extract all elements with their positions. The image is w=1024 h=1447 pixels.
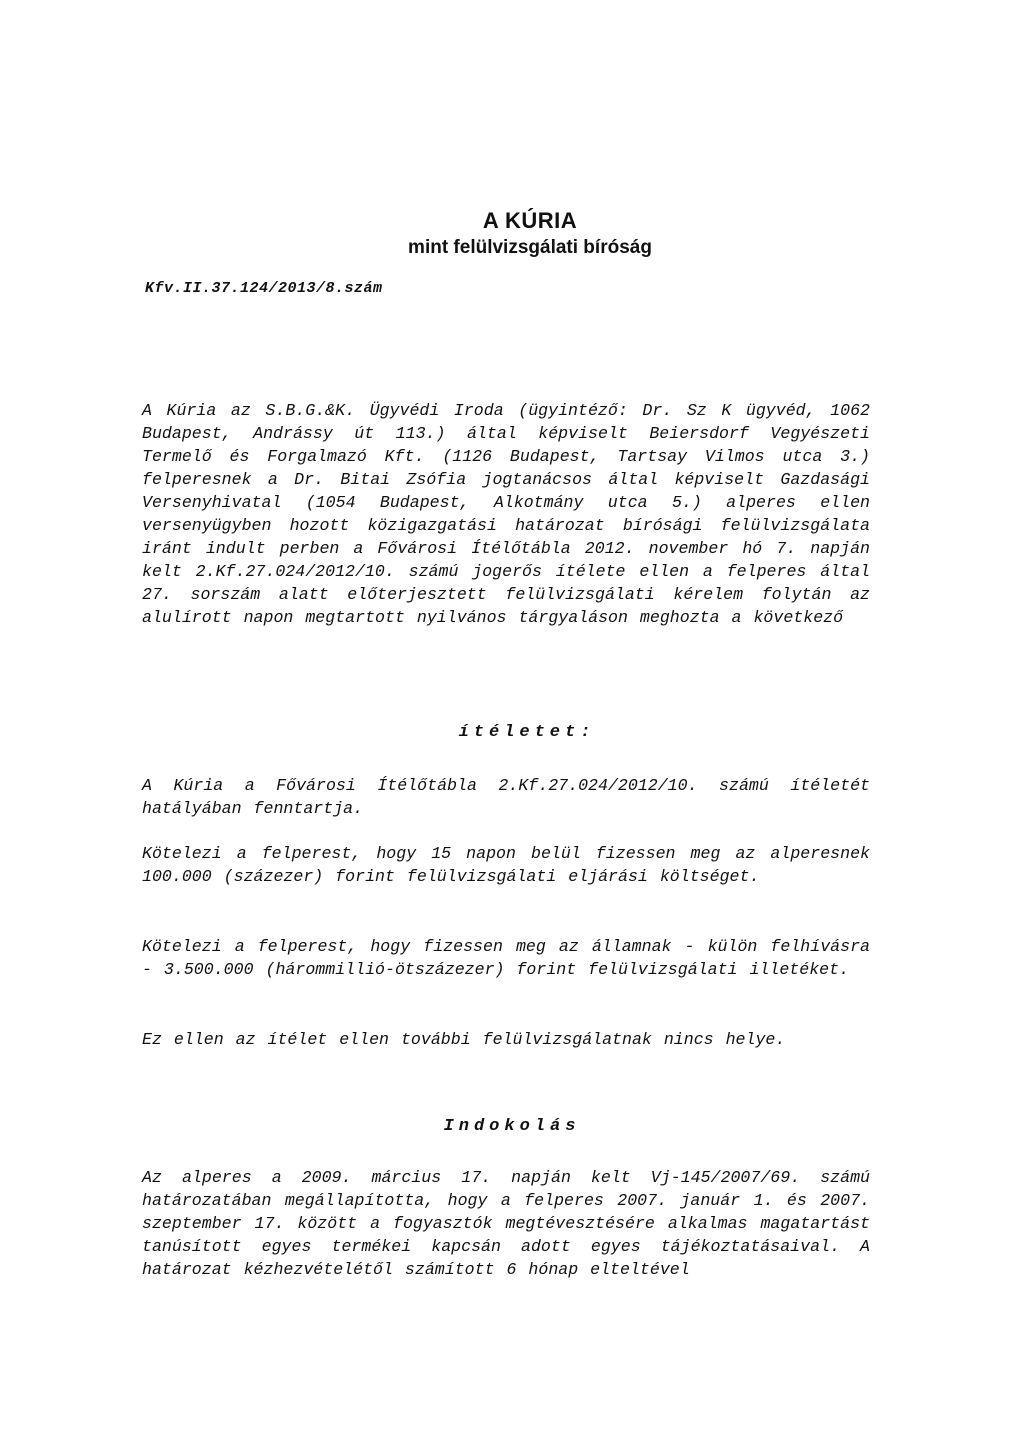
reasoning-paragraph: Az alperes a 2009. március 17. napján kelt Vj-145/2007/69. számú határozatában megállapította, hogy a felperes 2007. január 1. és 2007. szeptember 17. között a fogyasztók megtévesztésére alkalmas magatartást tanúsított egyes termékei kapcsán adott egyes tájékoztatásaival. A határozat kézhezvételétől számított 6 hónap elteltével [142,1168,870,1279]
judgment-paragraph: A Kúria a Fővárosi Ítélőtábla 2.Kf.27.024/2012/10. számú ítéletét hatályában fenntartja. [142,776,870,818]
court-header [370,208,690,260]
court-name: A KÚRIA [482,208,578,233]
intro-paragraph: A Kúria az S.B.G.&K. Ügyvédi Iroda (ügyintéző: Dr. Sz K ügyvéd, 1062 Budapest, Andrássy út 113.) által képviselt Beiersdorf Vegyészeti Termelő és Forgalmazó Kft. (1126 Budapest, Tartsay Vilmos utca 3.) felperesnek a Dr. Bitai Zsófia jogtanácsos által képviselt Gazdasági Versenyhivatal (1054 Budapest, Alkotmány utca 5.) alperes ellen versenyügyben hozott közigazgatási határozat bírósági felülvizsgálata iránt indult perben a Fővárosi Ítélőtábla 2012. november hó 7. napján kelt 2.Kf.27.024/2012/10. számú jogerős ítélete ellen a felperes által 27. sorszám alatt előterjesztett felülvizsgálati kérelem folytán az alulírott napon megtartott nyilvános tárgyaláson meghozta a következő [142,401,870,627]
court-role: mint felülvizsgálati bíróság [408,237,652,258]
judgment-heading: ítéletet: [458,723,596,742]
case-number: Kfv.II.37.124/2013/8.szám [145,280,383,297]
judgment-paragraph: Ez ellen az ítélet ellen további felülvizsgálatnak nincs helye. [142,1030,786,1049]
judgment-paragraph: Kötelezi a felperest, hogy fizessen meg az államnak - külön felhívásra - 3.500.000 (hárommillió-ötszázezer) forint felülvizsgálati illetéket. [142,937,870,979]
reasoning-heading: Indokolás [443,1117,581,1136]
judgment-paragraph: Kötelezi a felperest, hogy 15 napon belül fizessen meg az alperesnek 100.000 (százezer) forint felülvizsgálati eljárási költséget. [142,844,870,886]
